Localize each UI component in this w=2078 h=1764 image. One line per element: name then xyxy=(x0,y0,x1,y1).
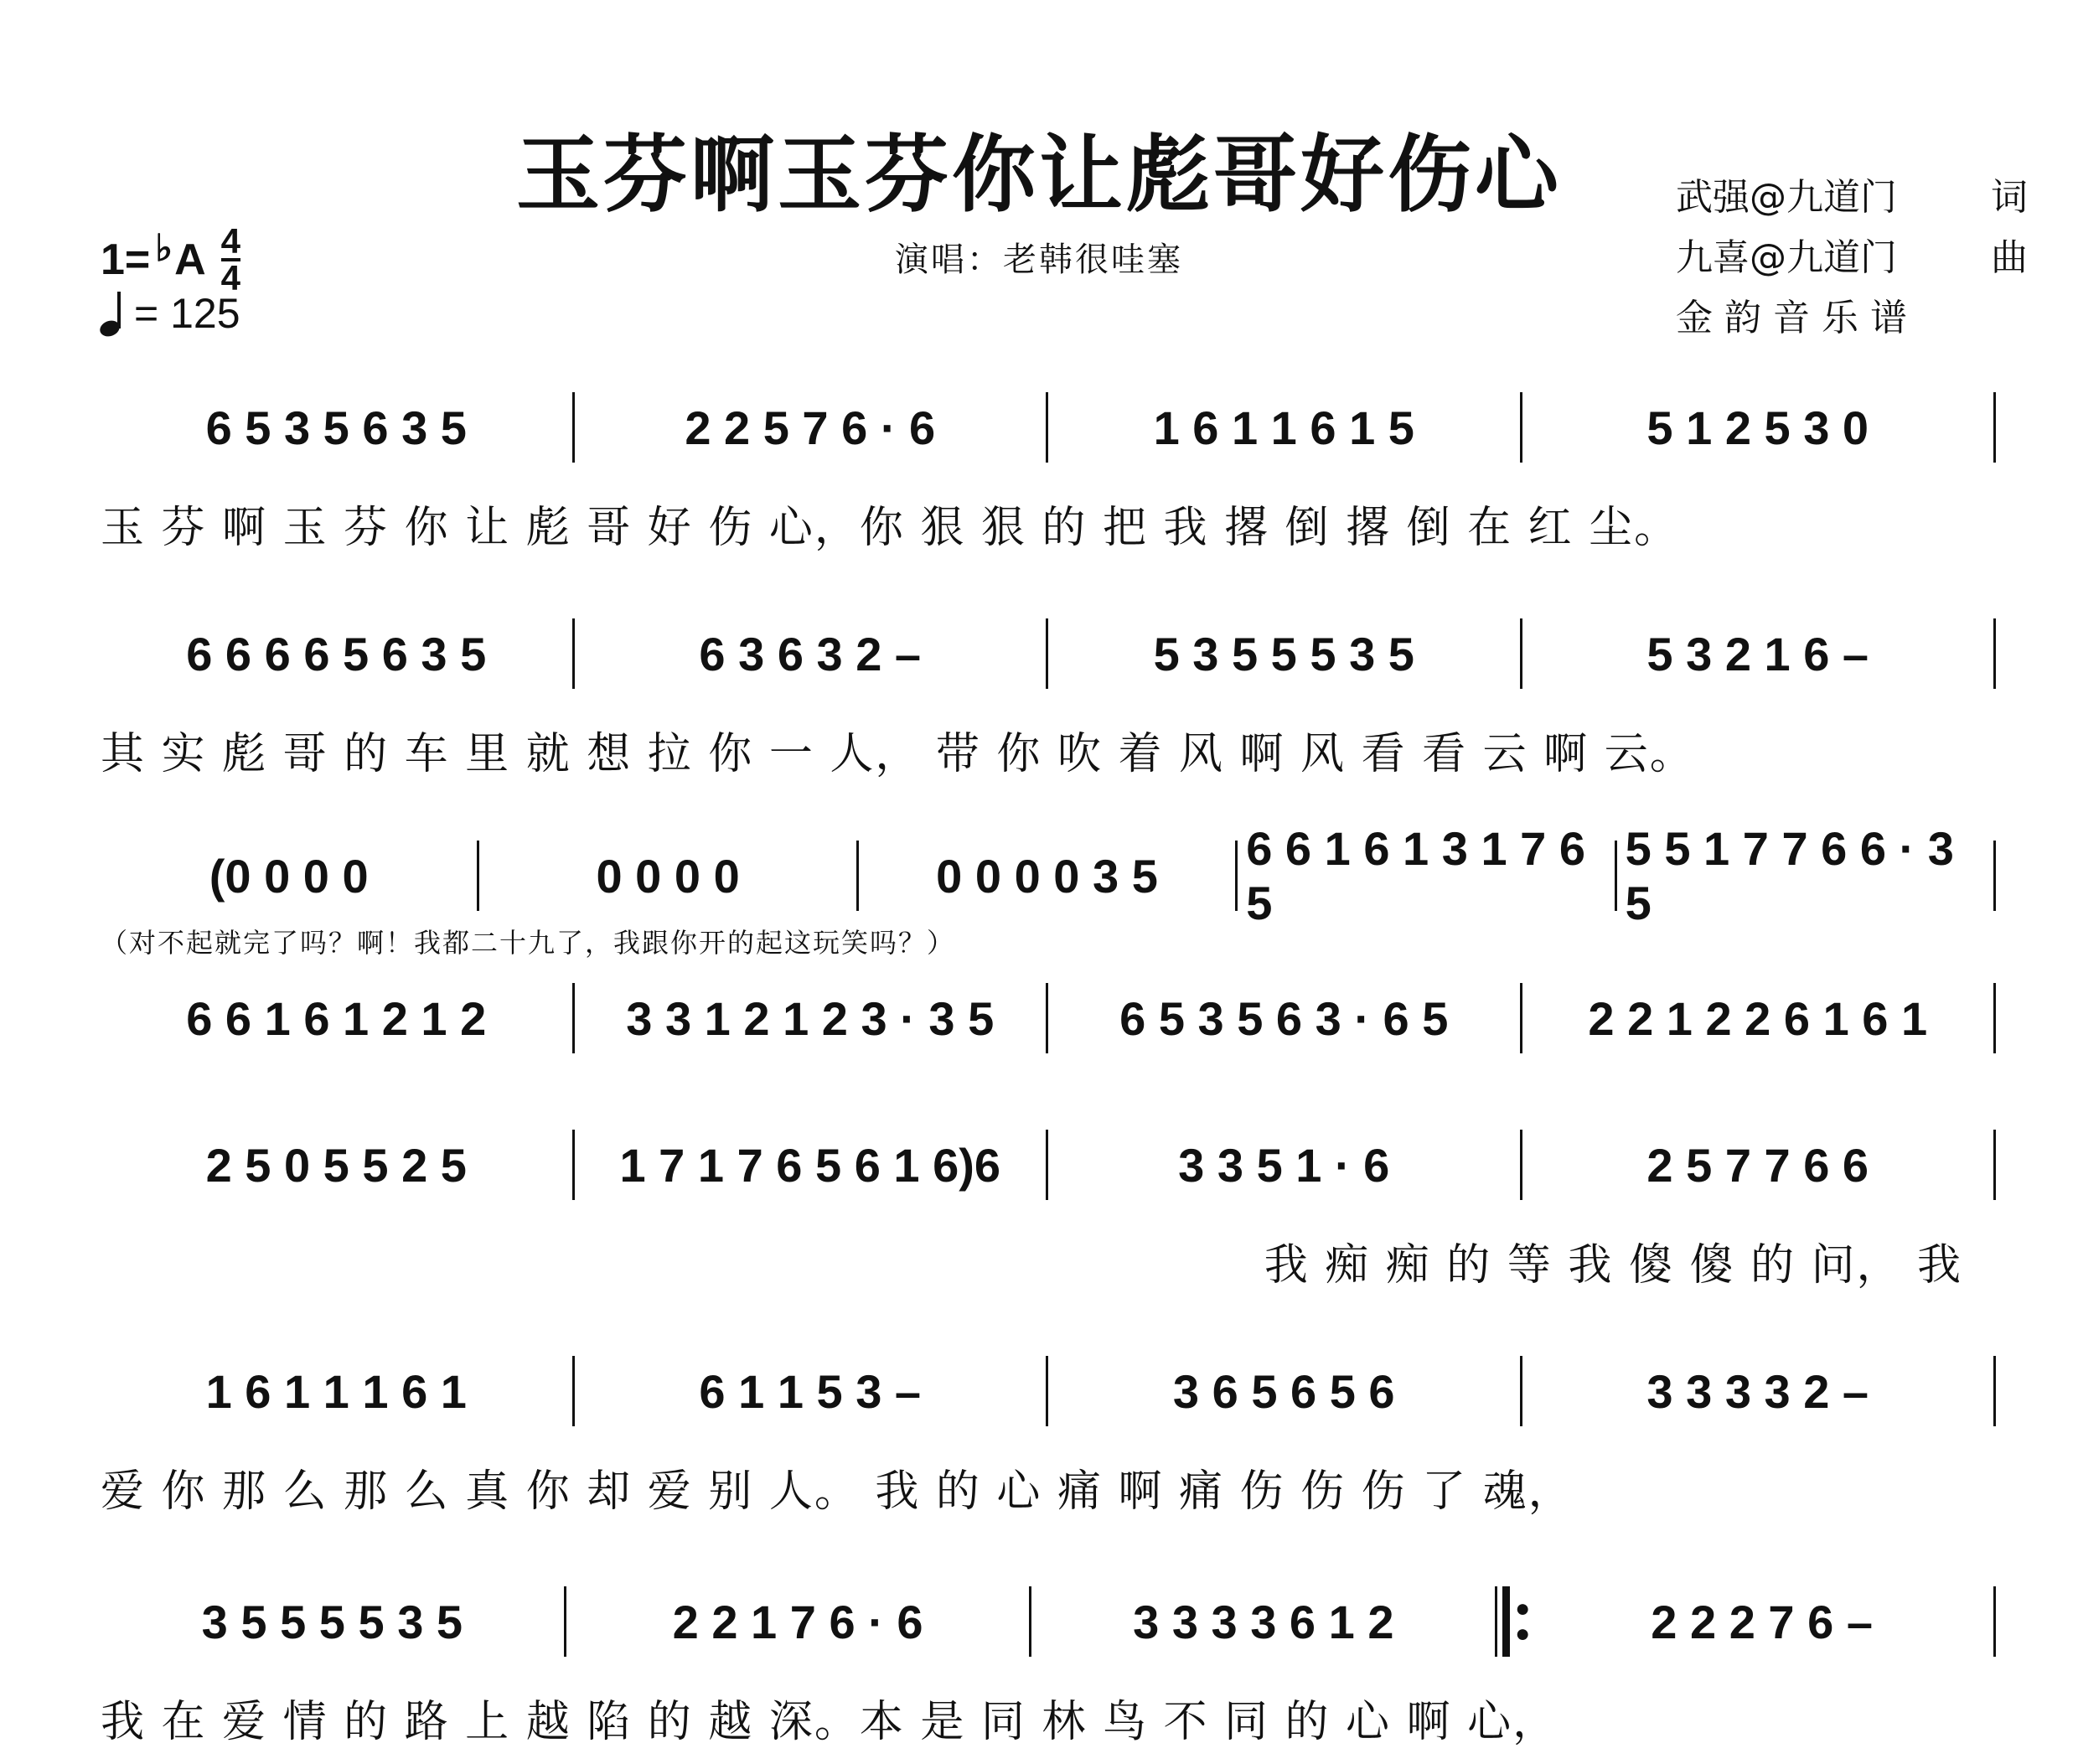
quarter-note-icon xyxy=(99,290,127,337)
staff-line-2 xyxy=(101,616,1996,781)
barline xyxy=(1993,1586,1996,1657)
song-title: 玉芬啊玉芬你让彪哥好伤心 xyxy=(516,125,1562,224)
measure: 0 0 0 0 3 5 xyxy=(936,849,1158,903)
measure: 6 3 6 3 2 – xyxy=(699,627,922,680)
barline-thick xyxy=(1502,1586,1510,1657)
notes-row xyxy=(101,822,1996,929)
notes-row xyxy=(101,1584,1996,1659)
measure: 6 5 3 5 6 3 · 6 5 xyxy=(1119,991,1449,1045)
engraver-name: 金 韵 音 乐 谱 xyxy=(1676,297,1907,339)
lyrics-row: 玉 芬 啊 玉 芬 你 让 彪 哥 好 伤 心，你 狠 狠 的 把 我 撂 倒 撂 倒 在 红 尘。 xyxy=(101,503,1680,553)
measure: 3 6 5 6 5 6 xyxy=(1172,1364,1395,1418)
credits-block xyxy=(1676,168,2028,349)
barline xyxy=(1993,1356,1996,1426)
measure: 6 6 6 6 5 6 3 5 xyxy=(186,627,487,680)
lyricist-name: 武强@九道门 xyxy=(1676,176,1897,219)
lyrics-row: 爱 你 那 么 那 么 真 你 却 爱 别 人。 我 的 心 痛 啊 痛 伤 伤 伤 了 魂， xyxy=(101,1467,1574,1517)
measure: 6 1 1 5 3 – xyxy=(699,1364,922,1418)
engraver-credit xyxy=(1676,288,2028,349)
key-signature xyxy=(101,221,240,297)
barline xyxy=(1993,618,1996,689)
barline xyxy=(1993,392,1996,463)
measure: (0 0 0 0 xyxy=(209,849,369,903)
measure: 2 5 0 5 5 2 5 xyxy=(205,1138,467,1192)
measure: 6 5 3 5 6 3 5 xyxy=(205,401,467,454)
barline xyxy=(1993,983,1996,1053)
singer-credit: 演唱：老韩很哇塞 xyxy=(895,241,1183,279)
spoken-line: （对不起就完了吗？啊！我都二十九了，我跟你开的起这玩笑吗？） xyxy=(101,927,956,959)
measure: 1 7 1 7 6 5 6 1 6)6 xyxy=(619,1138,1001,1192)
composer-name: 九喜@九道门 xyxy=(1676,236,1897,279)
notes-row xyxy=(101,1353,1996,1429)
measure: 1 6 1 1 1 6 1 xyxy=(205,1364,467,1418)
measure: 5 3 2 1 6 – xyxy=(1646,627,1869,680)
measure: 2 2 5 7 6 · 6 xyxy=(685,401,936,454)
lyrics-row: 其 实 彪 哥 的 车 里 就 想 拉 你 一 人， 带 你 吹 着 风 啊 风 看 看 云 啊 云。 xyxy=(101,729,1695,779)
composer-role: 曲 xyxy=(1991,236,2028,279)
staff-line-3 xyxy=(101,822,1996,929)
barline-thin xyxy=(1495,1586,1497,1657)
tempo-value: = 125 xyxy=(134,290,240,337)
lyricist-role: 词 xyxy=(1991,176,2028,219)
time-signature xyxy=(220,221,240,297)
composer-credit xyxy=(1676,228,2028,288)
lyrics-row: 我 在 爱 情 的 路 上 越 陷 的 越 深。本 是 同 林 鸟 不 同 的 心 啊 心， xyxy=(101,1697,1558,1747)
lyricist-credit xyxy=(1676,168,2028,228)
measure: 3 3 3 3 6 1 2 xyxy=(1133,1595,1394,1648)
notes-row xyxy=(101,616,1996,691)
staff-line-6 xyxy=(101,1353,1996,1518)
notes-row xyxy=(101,980,1996,1056)
staff-line-7 xyxy=(101,1584,1996,1749)
tempo-marking xyxy=(99,289,240,338)
barline xyxy=(1993,841,1996,911)
measure: 2 2 1 2 2 6 1 6 1 xyxy=(1588,991,1928,1045)
repeat-start-barline xyxy=(1495,1586,1530,1657)
measure: 5 3 5 5 5 3 5 xyxy=(1153,627,1414,680)
measure: 6 6 1 6 1 3 1 7 6 5 xyxy=(1246,822,1585,929)
key-note: A xyxy=(174,235,206,284)
measure: 6 6 1 6 1 2 1 2 xyxy=(186,991,487,1045)
measure: 5 1 2 5 3 0 xyxy=(1646,401,1869,454)
measure: 3 3 5 1 · 6 xyxy=(1178,1138,1390,1192)
flat-icon: ♭ xyxy=(155,227,173,269)
notes-row xyxy=(101,1127,1996,1203)
measure: 5 5 1 7 7 6 6 · 3 5 xyxy=(1625,822,1954,929)
measure: 3 3 1 2 1 2 3 · 3 5 xyxy=(626,991,995,1045)
measure: 2 5 7 7 6 6 xyxy=(1646,1138,1869,1192)
measure: 1 6 1 1 6 1 5 xyxy=(1153,401,1414,454)
staff-line-1 xyxy=(101,390,1996,555)
staff-line-5 xyxy=(101,1127,1996,1292)
time-signature-bottom: 4 xyxy=(220,258,240,297)
key-prefix: 1= xyxy=(101,235,151,284)
notes-row xyxy=(101,390,1996,465)
measure: 3 3 3 3 2 – xyxy=(1646,1364,1869,1418)
staff-line-4 xyxy=(101,980,1996,1056)
measure: 2 2 1 7 6 · 6 xyxy=(672,1595,923,1648)
lyrics-row: 我 痴 痴 的 等 我 傻 傻 的 问， 我 xyxy=(1264,1240,1962,1291)
measure: 3 5 5 5 5 3 5 xyxy=(201,1595,463,1648)
repeat-dots-icon: ● ● xyxy=(1515,1595,1531,1648)
measure: 0 0 0 0 xyxy=(596,849,740,903)
barline xyxy=(1993,1130,1996,1200)
time-signature-top: 4 xyxy=(220,221,240,261)
measure: 2 2 2 7 6 – xyxy=(1651,1595,1873,1648)
